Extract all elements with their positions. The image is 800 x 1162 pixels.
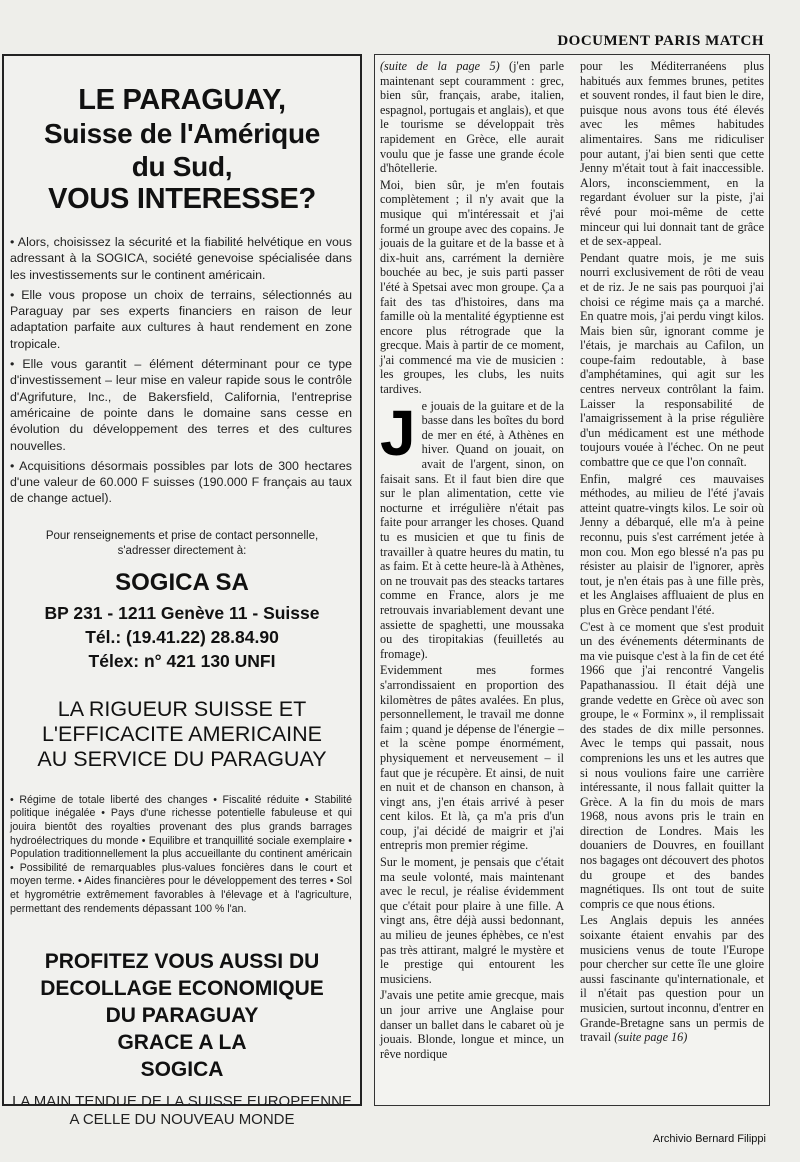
ad-tagline-line: A CELLE DU NOUVEAU MONDE: [69, 1111, 295, 1129]
ad-cta-line: DU PARAGUAY: [105, 1004, 259, 1028]
article-column-right: [580, 59, 764, 1103]
ad-cta-line: DECOLLAGE ECONOMIQUE: [40, 977, 324, 1001]
ad-address: [4, 601, 360, 673]
article-text: Les Anglais depuis les années soixante étaient envahis par des musiciens venus de toute l'Europe pour chercher sur cette île une gloire aussi fascinante qu'internationale, et il n'était pas question pour un musicien, surtout inconnu, d'entrer en Grande-Bretagne sans un permis de travail: [580, 913, 764, 1045]
continuation-note: (suite page 16): [614, 1030, 688, 1045]
ad-slogan-line: L'EFFICACITE AMERICAINE: [41, 721, 323, 746]
article-paragraph: Enfin, malgré ces mauvaises méthodes, au milieu de l'été j'avais atteint quatre-vingts kilos. Le soir où Jenny a débarqué, elle m'a à peine reconnu, puis s'est carrément jetée à mon cou. Mon ego blessé n'a pas pu résister au plaisir de l'ignorer, après tout, je n'en étais pas à une fille près, et les Anglaises affluaient de plus en plus en Grèce pendant l'été.: [580, 471, 764, 617]
ad-bullet: • Elle vous propose un choix de terrains, sélectionnés au Paraguay par ses experts financiers en raison de leur adaptation parfaite aux cultures à haut rendement en zone tropicale.: [10, 287, 352, 351]
article-paragraph: Pendant quatre mois, je me suis nourri exclusivement de rôti de veau et de riz. Je ne sais pas pourquoi j'ai choisi ce régime mais ça a marché. En quatre mois, j'ai perdu vingt kilos. Mais bien sûr, ignorant comme je l'étais, je marchais au Cafilon, un coupe-faim redoutable, à base d'amphétamines, qui agit sur les centres nerveux contrôlant la faim. Laisser la responsabilité de l'amaigrissement à la prise régulière d'un médicament est une méthode toujours vouée à l'échec. On ne peut combattre que ce que l'on connaît.: [580, 250, 764, 470]
ad-bullets: [10, 234, 352, 507]
ad-call-to-action: [4, 948, 360, 1083]
ad-slogan-line: LA RIGUEUR SUISSE ET: [57, 696, 307, 721]
ad-company-name: SOGICA SA: [115, 568, 249, 596]
ad-bullet: • Acquisitions désormais possibles par lots de 300 hectares d'une valeur de 60.000 F suisses (190.000 F français au taux de change actuel).: [10, 458, 352, 506]
ad-cta-line: SOGICA: [140, 1058, 224, 1082]
ad-tagline-line: LA MAIN TENDUE DE LA SUISSE EUROPEENNE: [12, 1093, 352, 1111]
continuation-note: (suite de la page 5): [380, 59, 500, 73]
article-text: e jouais de la guitare et de la basse dans les boîtes du bord de mer en été, à Athènes en hiver. Quand on jouait, on avait de l'argent, sinon, on faisait sans. Et il faut bien dire que sur le plan alimentation, cette vie nocturne et irrégulière n'était pas faite pour arranger les choses. Quand tu es musicien et que tu finis de travailler à quatre heures du matin, tu as faim. Et à cette heure-là à Athènes, on ne trouvait pas des steacks tartares comme en France, alors je me retrouvais invariablement devant une assiette de spaghetti, une moussaka ou des tiropitakias (feuilletés au fromage).: [380, 398, 564, 661]
ad-contact-line: s'adresser directement à:: [117, 544, 247, 557]
ad-title-line: LE PARAGUAY,: [78, 84, 286, 116]
article-text: (j'en parle maintenant sept couramment : grec, bien sûr, français, arabe, italien, espagnol, portugais et anglais), et que le tourisme se développait très rapidement en Grèce, elle aurait voulu que je fasse une grande école d'hôtellerie.: [380, 59, 564, 176]
ad-bullet: • Elle vous garantit – élément déterminant pour ce type d'investissement – leur mise en valeur rapide sous le contrôle d'Agrifuture, Inc., de Bakersfield, California, l'entreprise américaine de pointe dans le domaine sans cesse en évolution du développement des terres et des cultures nouvelles.: [10, 357, 352, 453]
advertisement-box: [2, 54, 362, 1129]
ad-title-line: VOUS INTERESSE?: [48, 183, 316, 215]
ad-telex: Télex: n° 421 130 UNFI: [88, 650, 276, 671]
article-paragraph: C'est à ce moment que s'est produit un des événements déterminants de ma vie puisque c'est à la fin de cet été 1966 que j'ai rencontré Vangelis Papathanassiou. Il était déjà une grande vedette en Grèce où avec son groupe, le « Forminx », il remplissait des stades de dix mille personnes. Avec le temps qui passait, nous comprenions les uns et les autres que si nous voulions faire une carrière intéressante, il nous fallait quitter la Grèce. A la fin du mois de mars 1968, nous avons pris le train en direction de Londres. Mais les douaniers de Douvres, en fouillant nos bagages ont découvert des photos du groupe et des bandes magnétiques. Ils ont tout de suite compris ce que nous étions.: [580, 619, 764, 911]
ad-contact-line: Pour renseignements et prise de contact personnelle,: [45, 529, 319, 542]
article-paragraph: Evidemment mes formes s'arrondissaient en proportion des kilomètres de pâtes avalées. En plus, personnellement, le travail me donne faim ; quand je dépense de l'énergie – et la scène pompe énormément, physiquement et nerveusement – il faut que je récupère. Et ainsi, de nuit en nuit et de chanson en chanson, à vingt ans, j'en étais arrivé à peser cent kilos. Et là, ça m'a pris d'un coup, j'ai décidé de maigrir et j'ai entrepris mon premier régime.: [380, 663, 564, 853]
ad-address-line: BP 231 - 1211 Genève 11 - Suisse: [44, 602, 320, 623]
ad-title: [4, 84, 360, 216]
ad-bullet: • Alors, choisissez la sécurité et la fiabilité helvétique en vous adressant à la SOGICA, société genevoise spécialisée dans les investissements sur le continent américain.: [10, 235, 352, 282]
ad-title-line: du Sud,: [131, 151, 233, 182]
ad-tagline: [4, 1093, 360, 1129]
ad-features: • Régime de totale liberté des changes • Fiscalité réduite • Stabilité politique inégalée • Pays d'une richesse potentielle fabuleuse et qui jouira bientôt des royalties provenant des plus grands barrages hydroélectriques du monde • Equilibre et tranquillité sociale exemplaire • Population traditionnellement la plus accueillante du continent américain • Possibilité de remarquables plus-values foncières dans le court et moyen terme. • Aides financières pour le développement des terres • Sol et hygrométrie extrêmement favorables à l'élevage et à l'agriculture, permettant des rendements dépassant 100 % l'an.: [10, 793, 352, 915]
drop-cap: J: [380, 396, 416, 469]
ad-contact-intro: [4, 529, 360, 559]
article-paragraph: [380, 59, 564, 176]
document-header: DOCUMENT PARIS MATCH: [557, 33, 764, 49]
ad-phone: Tél.: (19.41.22) 28.84.90: [85, 626, 279, 647]
article-box: [374, 54, 770, 1106]
ad-slogan: [4, 697, 360, 772]
article-column-left: [380, 59, 564, 1103]
article-paragraph: Sur le moment, je pensais que c'était ma seule volonté, mais maintenant avec le recul, je réalise évidemment que c'était pour plaire à une fille. A vingt ans, être déjà aussi bedonnant, au milieu de jeunes éphèbes, ce n'est pas très attirant, malgré le mystère et le prestige qui entourent les musiciens.: [380, 855, 564, 986]
article-paragraph: pour les Méditerranéens plus habitués aux femmes brunes, petites et souvent rondes, il faut bien le dire, puisque nous avons tous été élevés avec les mêmes habitudes alimentaires. Sans me ridiculiser pour autant, j'ai bien senti que cette Jenny m'était tout à fait inaccessible. Alors, inconsciemment, en la regardant évoluer sur la piste, j'ai rêvé pour moi-même de cette minceur qui lui donnait tant de grâce et de sex-appeal.: [580, 59, 764, 249]
article-paragraph: [580, 913, 764, 1044]
ad-title-line: Suisse de l'Amérique: [43, 118, 321, 149]
ad-cta-line: GRACE A LA: [117, 1031, 247, 1055]
ad-slogan-line: AU SERVICE DU PARAGUAY: [37, 746, 327, 771]
article-paragraph: J'avais une petite amie grecque, mais un jour arrive une Anglaise pour danser un ballet dans le cabaret où je jouais. Blonde, longue et mince, un rêve nordique: [380, 988, 564, 1061]
ad-cta-line: PROFITEZ VOUS AUSSI DU: [44, 950, 320, 974]
article-paragraph: [380, 396, 564, 662]
archive-credit: Archivio Bernard Filippi: [652, 1133, 766, 1145]
article-paragraph: Moi, bien sûr, je m'en foutais complètement ; il n'y avait que la musique qui m'intéressait et j'ai formé un groupe avec des copains. Je jouais de la guitare et de la basse et à dix-huit ans, carrément la dernière bouchée au bec, je suis parti passer l'été à Spetsai avec mon groupe. Ça a fait des tas d'histoires, dans ma famille où la mentalité égyptienne est encore plus rétrograde que la grecque. Mais à partir de ce moment, j'ai commencé ma vie de musicien : les groupes, les clubs, les nuits tardives.: [380, 177, 564, 397]
